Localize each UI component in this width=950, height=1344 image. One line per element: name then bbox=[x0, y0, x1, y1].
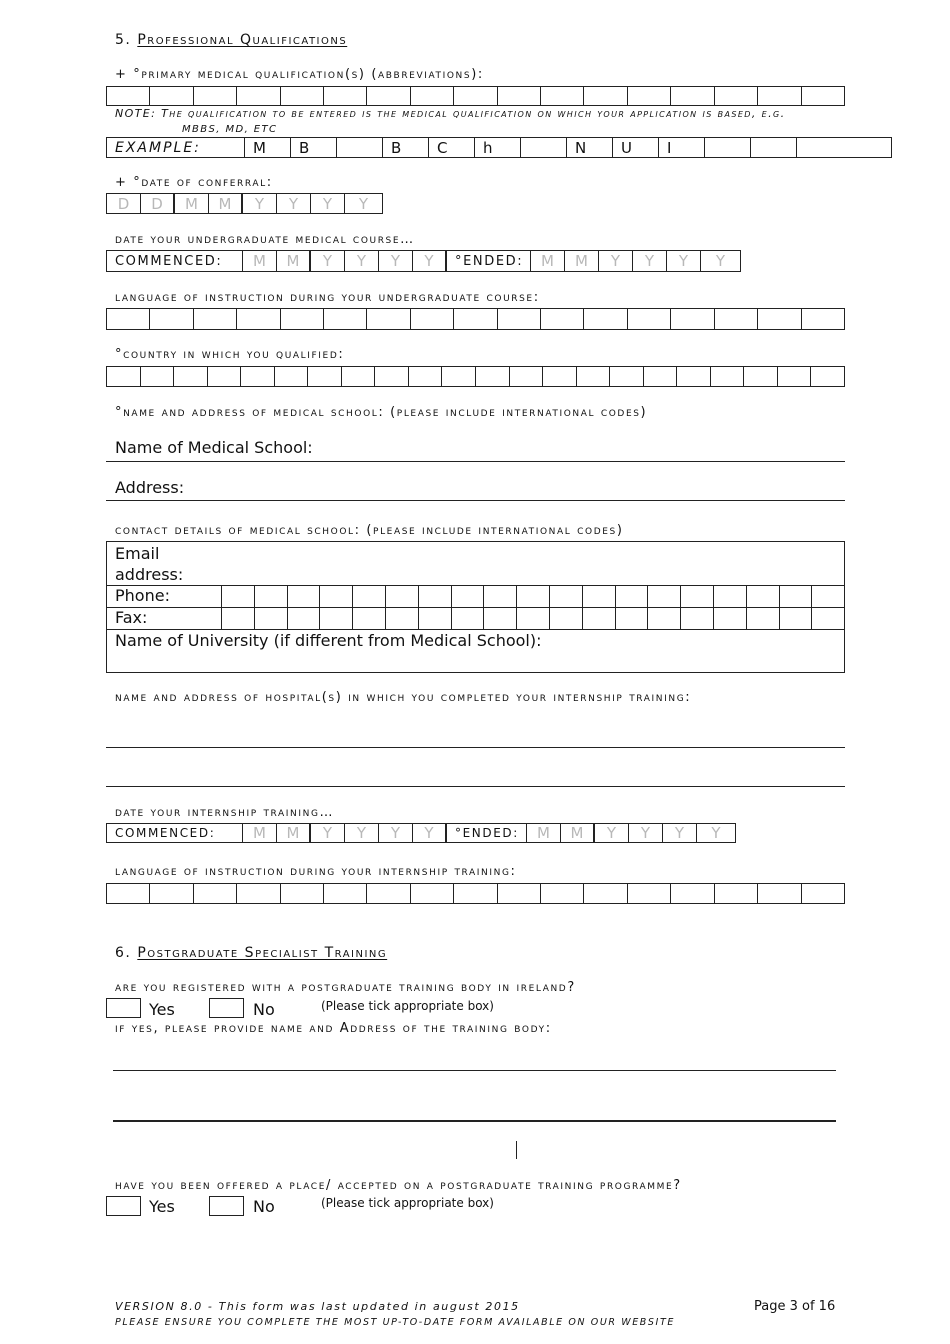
conferral-label: + °date of conferral: bbox=[115, 175, 273, 190]
note-line-1: NOTE: The qualification to be entered is the medical qualification on which your application is based, e.g. bbox=[115, 107, 786, 120]
medical-school-label: °name and address of medical school: (please include international codes) bbox=[115, 405, 648, 420]
grid-cell[interactable] bbox=[517, 585, 550, 608]
text-cursor bbox=[516, 1141, 517, 1159]
registered-question: are you registered with a postgraduate training body in ireland? bbox=[115, 980, 576, 995]
grid-cell[interactable] bbox=[454, 309, 497, 329]
commenced-label: COMMENCED: bbox=[107, 251, 243, 271]
grid-cell[interactable] bbox=[541, 87, 584, 105]
training-body-line-1[interactable] bbox=[113, 1070, 836, 1071]
grid-cell[interactable] bbox=[409, 367, 443, 386]
fax-grid[interactable] bbox=[221, 607, 844, 629]
grid-cell[interactable] bbox=[744, 367, 778, 386]
registered-no-checkbox[interactable] bbox=[209, 998, 244, 1018]
grid-cell[interactable] bbox=[715, 309, 758, 329]
primary-qualification-label: + °primary medical qualification(s) (abbreviations): bbox=[115, 67, 484, 82]
grid-cell[interactable] bbox=[758, 87, 801, 105]
ended-label: °ENDED: bbox=[447, 251, 531, 271]
grid-cell[interactable] bbox=[628, 884, 671, 903]
grid-cell[interactable] bbox=[174, 367, 208, 386]
section-title: Postgraduate Specialist Training bbox=[137, 945, 388, 961]
grid-cell[interactable] bbox=[241, 367, 275, 386]
grid-cell[interactable] bbox=[353, 607, 386, 629]
grid-cell[interactable] bbox=[320, 607, 353, 629]
offered-no-label: No bbox=[253, 1197, 275, 1216]
phone-grid[interactable] bbox=[221, 585, 844, 608]
example-cell: C bbox=[429, 138, 475, 157]
conferral-date-field[interactable] bbox=[106, 193, 383, 214]
undergrad-dates-row bbox=[106, 250, 741, 272]
grid-cell[interactable] bbox=[616, 607, 649, 629]
grid-cell[interactable] bbox=[681, 585, 714, 608]
grid-cell[interactable] bbox=[442, 367, 476, 386]
grid-cell[interactable] bbox=[454, 87, 497, 105]
grid-cell[interactable] bbox=[255, 585, 288, 608]
grid-cell[interactable] bbox=[281, 309, 324, 329]
grid-cell[interactable] bbox=[324, 87, 367, 105]
grid-cell[interactable] bbox=[411, 87, 454, 105]
grid-cell[interactable] bbox=[452, 585, 485, 608]
grid-cell[interactable] bbox=[150, 87, 193, 105]
internship-dates-label: date your internship training… bbox=[115, 805, 335, 820]
example-cell: N bbox=[567, 138, 613, 157]
date-cell[interactable]: M bbox=[175, 194, 209, 213]
language-internship-grid[interactable] bbox=[106, 883, 845, 904]
tick-hint: (Please tick appropriate box) bbox=[321, 999, 494, 1013]
email-label: Email address: bbox=[115, 544, 184, 584]
grid-cell[interactable] bbox=[780, 607, 813, 629]
grid-cell[interactable] bbox=[610, 367, 644, 386]
grid-cell[interactable] bbox=[107, 367, 141, 386]
grid-cell[interactable] bbox=[288, 585, 321, 608]
grid-cell[interactable] bbox=[583, 585, 616, 608]
internship-dates-row bbox=[106, 823, 736, 843]
section-number: 5. bbox=[115, 32, 132, 48]
offered-yes-checkbox[interactable] bbox=[106, 1196, 141, 1216]
contact-table bbox=[106, 541, 845, 673]
ended-cell[interactable]: M bbox=[561, 824, 595, 842]
grid-cell[interactable] bbox=[484, 585, 517, 608]
grid-cell[interactable] bbox=[367, 884, 410, 903]
grid-cell[interactable] bbox=[681, 607, 714, 629]
example-cell: U bbox=[613, 138, 659, 157]
grid-cell[interactable] bbox=[411, 309, 454, 329]
grid-cell[interactable] bbox=[758, 309, 801, 329]
ended-cell[interactable]: Y bbox=[667, 251, 701, 271]
primary-qualification-grid[interactable] bbox=[106, 86, 845, 106]
commenced-cell[interactable]: M bbox=[277, 824, 311, 842]
note-line-2: MBBS, MD, ETC bbox=[182, 124, 278, 135]
commenced-cell[interactable]: Y bbox=[379, 824, 413, 842]
address-label: Address: bbox=[115, 478, 185, 497]
grid-cell[interactable] bbox=[715, 87, 758, 105]
ended-cell[interactable]: M bbox=[531, 251, 565, 271]
footer-version: VERSION 8.0 - This form was last updated in august 2015 bbox=[115, 1300, 520, 1313]
commenced-cell[interactable]: Y bbox=[345, 824, 379, 842]
example-cell: B bbox=[383, 138, 429, 157]
section-number: 6. bbox=[115, 945, 132, 961]
grid-cell[interactable] bbox=[498, 87, 541, 105]
grid-cell[interactable] bbox=[543, 367, 577, 386]
grid-cell[interactable] bbox=[758, 884, 801, 903]
registered-yes-label: Yes bbox=[149, 1000, 175, 1019]
language-undergrad-label: language of instruction during your undergraduate course: bbox=[115, 290, 540, 305]
example-cell bbox=[751, 138, 797, 157]
grid-cell[interactable] bbox=[628, 87, 671, 105]
grid-cell[interactable] bbox=[375, 367, 409, 386]
grid-cell[interactable] bbox=[150, 884, 193, 903]
grid-cell[interactable] bbox=[237, 87, 280, 105]
grid-cell[interactable] bbox=[583, 607, 616, 629]
date-cell[interactable]: D bbox=[141, 194, 175, 213]
grid-cell[interactable] bbox=[324, 884, 367, 903]
grid-cell[interactable] bbox=[107, 884, 150, 903]
grid-cell[interactable] bbox=[584, 884, 627, 903]
grid-cell[interactable] bbox=[812, 585, 844, 608]
offered-no-checkbox[interactable] bbox=[209, 1196, 244, 1216]
grid-cell[interactable] bbox=[288, 607, 321, 629]
grid-cell[interactable] bbox=[802, 87, 844, 105]
grid-cell[interactable] bbox=[671, 884, 714, 903]
grid-cell[interactable] bbox=[484, 607, 517, 629]
offered-question: have you been offered a place/ accepted on a postgraduate training programme? bbox=[115, 1178, 682, 1193]
date-cell[interactable]: D bbox=[107, 194, 141, 213]
commenced-cell[interactable]: Y bbox=[311, 824, 345, 842]
commenced-cell[interactable]: M bbox=[277, 251, 311, 271]
commenced-cell[interactable]: Y bbox=[413, 824, 447, 842]
commenced-cell[interactable]: Y bbox=[311, 251, 345, 271]
commenced-cell[interactable]: Y bbox=[345, 251, 379, 271]
grid-cell[interactable] bbox=[648, 585, 681, 608]
registered-yes-checkbox[interactable] bbox=[106, 998, 141, 1018]
grid-cell[interactable] bbox=[222, 607, 255, 629]
commenced-label: COMMENCED: bbox=[107, 824, 243, 842]
grid-cell[interactable] bbox=[517, 607, 550, 629]
section-5-heading bbox=[115, 32, 347, 48]
grid-cell[interactable] bbox=[367, 87, 410, 105]
school-name-label: Name of Medical School: bbox=[115, 438, 313, 457]
example-cell bbox=[521, 138, 567, 157]
grid-cell[interactable] bbox=[194, 87, 237, 105]
date-cell[interactable]: Y bbox=[243, 194, 277, 213]
phone-label: Phone: bbox=[115, 586, 170, 605]
date-cell[interactable]: M bbox=[209, 194, 243, 213]
language-internship-label: language of instruction during your internship training: bbox=[115, 864, 517, 879]
grid-cell[interactable] bbox=[367, 309, 410, 329]
example-cell: I bbox=[659, 138, 705, 157]
grid-cell[interactable] bbox=[677, 367, 711, 386]
grid-cell[interactable] bbox=[584, 87, 627, 105]
registered-no-label: No bbox=[253, 1000, 275, 1019]
grid-cell[interactable] bbox=[541, 884, 584, 903]
grid-cell[interactable] bbox=[584, 309, 627, 329]
grid-cell[interactable] bbox=[324, 309, 367, 329]
example-cell: B bbox=[291, 138, 337, 157]
date-cell[interactable]: Y bbox=[277, 194, 311, 213]
example-label: EXAMPLE: bbox=[115, 139, 201, 156]
grid-cell[interactable] bbox=[454, 884, 497, 903]
example-cell bbox=[337, 138, 383, 157]
university-label: Name of University (if different from Medical School): bbox=[115, 631, 542, 650]
undergrad-dates-label: date your undergraduate medical course… bbox=[115, 232, 415, 247]
example-row bbox=[106, 137, 892, 158]
grid-cell[interactable] bbox=[616, 585, 649, 608]
grid-cell[interactable] bbox=[498, 884, 541, 903]
grid-cell[interactable] bbox=[811, 367, 844, 386]
contact-label: contact details of medical school: (please include international codes) bbox=[115, 523, 624, 538]
grid-cell[interactable] bbox=[812, 607, 844, 629]
grid-cell[interactable] bbox=[671, 87, 714, 105]
grid-cell[interactable] bbox=[802, 309, 844, 329]
date-cell[interactable]: Y bbox=[358, 194, 369, 213]
grid-cell[interactable] bbox=[194, 309, 237, 329]
grid-cell[interactable] bbox=[577, 367, 611, 386]
language-undergrad-grid[interactable] bbox=[106, 308, 845, 330]
section-title: Professional Qualifications bbox=[137, 32, 348, 48]
example-cell: h bbox=[475, 138, 521, 157]
grid-cell[interactable] bbox=[141, 367, 175, 386]
grid-cell[interactable] bbox=[715, 884, 758, 903]
fax-label: Fax: bbox=[115, 608, 148, 627]
date-cell[interactable]: Y bbox=[311, 194, 345, 213]
grid-cell[interactable] bbox=[281, 884, 324, 903]
grid-cell[interactable] bbox=[711, 367, 745, 386]
grid-cell[interactable] bbox=[275, 367, 309, 386]
grid-cell[interactable] bbox=[342, 367, 376, 386]
page-number: Page 3 of 16 bbox=[754, 1299, 836, 1314]
grid-cell[interactable] bbox=[308, 367, 342, 386]
ended-cell[interactable]: Y bbox=[715, 252, 726, 270]
grid-cell[interactable] bbox=[452, 607, 485, 629]
grid-cell[interactable] bbox=[714, 607, 747, 629]
grid-cell[interactable] bbox=[237, 309, 280, 329]
example-cell bbox=[705, 138, 751, 157]
grid-cell[interactable] bbox=[498, 309, 541, 329]
ended-cell[interactable]: Y bbox=[711, 824, 721, 842]
grid-cell[interactable] bbox=[386, 607, 419, 629]
grid-cell[interactable] bbox=[476, 367, 510, 386]
ended-cell[interactable]: Y bbox=[633, 251, 667, 271]
grid-cell[interactable] bbox=[671, 309, 714, 329]
grid-cell[interactable] bbox=[353, 585, 386, 608]
grid-cell[interactable] bbox=[107, 87, 150, 105]
grid-cell[interactable] bbox=[419, 607, 452, 629]
grid-cell[interactable] bbox=[386, 585, 419, 608]
country-label: °country in which you qualified: bbox=[115, 347, 345, 362]
commenced-cell[interactable]: M bbox=[243, 824, 277, 842]
commenced-cell[interactable]: Y bbox=[379, 251, 413, 271]
grid-cell[interactable] bbox=[510, 367, 544, 386]
ended-label: °ENDED: bbox=[447, 824, 527, 842]
grid-cell[interactable] bbox=[747, 607, 780, 629]
grid-cell[interactable] bbox=[550, 585, 583, 608]
grid-cell[interactable] bbox=[541, 309, 584, 329]
ended-cell[interactable]: M bbox=[565, 251, 599, 271]
ended-cell[interactable]: M bbox=[527, 824, 561, 842]
country-grid[interactable] bbox=[106, 366, 845, 387]
if-yes-label: if yes, please provide name and Address of the training body: bbox=[115, 1021, 552, 1036]
grid-cell[interactable] bbox=[628, 309, 671, 329]
ended-cell[interactable]: Y bbox=[663, 824, 697, 842]
grid-cell[interactable] bbox=[150, 309, 193, 329]
grid-cell[interactable] bbox=[419, 585, 452, 608]
grid-cell[interactable] bbox=[550, 607, 583, 629]
hospital-label: name and address of hospital(s) in which you completed your internship training: bbox=[115, 690, 692, 705]
grid-cell[interactable] bbox=[714, 585, 747, 608]
grid-cell[interactable] bbox=[194, 884, 237, 903]
address-line[interactable] bbox=[106, 500, 845, 501]
grid-cell[interactable] bbox=[411, 884, 454, 903]
ended-cell[interactable]: Y bbox=[599, 251, 633, 271]
ended-cell[interactable]: Y bbox=[629, 824, 663, 842]
example-cell bbox=[797, 138, 891, 157]
grid-cell[interactable] bbox=[107, 309, 150, 329]
offered-yes-label: Yes bbox=[149, 1197, 175, 1216]
grid-cell[interactable] bbox=[320, 585, 353, 608]
section-6-heading bbox=[115, 945, 387, 961]
grid-cell[interactable] bbox=[747, 585, 780, 608]
grid-cell[interactable] bbox=[237, 884, 280, 903]
training-body-line-2[interactable] bbox=[113, 1120, 836, 1122]
grid-cell[interactable] bbox=[644, 367, 678, 386]
example-cell: M bbox=[245, 138, 291, 157]
commenced-cell[interactable]: M bbox=[243, 251, 277, 271]
commenced-cell[interactable]: Y bbox=[413, 251, 447, 271]
footer-notice: PLEASE ENSURE YOU COMPLETE THE MOST UP-TO-DATE FORM AVAILABLE ON OUR WEBSITE bbox=[115, 1317, 675, 1328]
ended-cell[interactable]: Y bbox=[595, 824, 629, 842]
grid-cell[interactable] bbox=[281, 87, 324, 105]
grid-cell[interactable] bbox=[802, 884, 844, 903]
grid-cell[interactable] bbox=[255, 607, 288, 629]
tick-hint: (Please tick appropriate box) bbox=[321, 1196, 494, 1210]
grid-cell[interactable] bbox=[780, 585, 813, 608]
school-name-line[interactable] bbox=[106, 461, 845, 462]
grid-cell[interactable] bbox=[778, 367, 812, 386]
grid-cell[interactable] bbox=[222, 585, 255, 608]
grid-cell[interactable] bbox=[208, 367, 242, 386]
hospital-line-1[interactable] bbox=[106, 747, 845, 748]
grid-cell[interactable] bbox=[648, 607, 681, 629]
hospital-line-2[interactable] bbox=[106, 786, 845, 787]
